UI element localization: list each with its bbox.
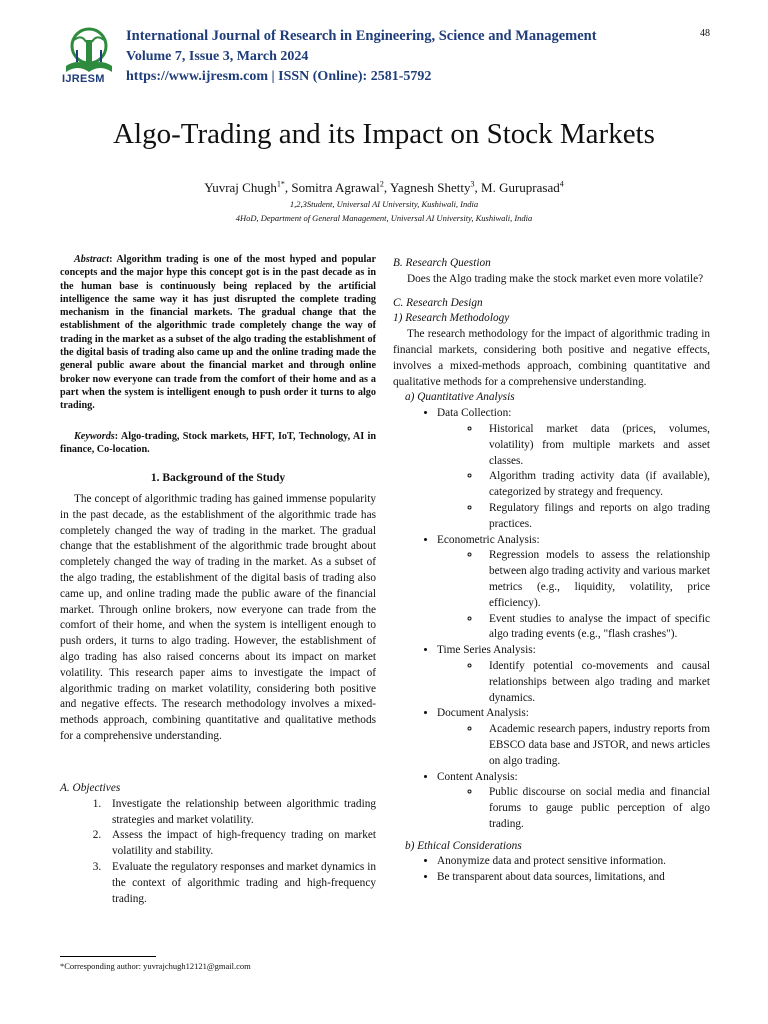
paragraph: Does the Algo trading make the stock market even more volatile? — [407, 272, 704, 285]
abstract-label: Abstract — [74, 254, 110, 265]
author: Somitra Agrawal$^2$, — [291, 180, 390, 196]
list-item: • Be transparent about data sources, limitations, and — [437, 870, 710, 886]
logo-text: IJRESM — [62, 73, 105, 85]
author: M. Guruprasad$^4$ — [481, 180, 564, 196]
list-item: • Document Analysis: ◦ Academic research papers, industry reports from EBSCO data base and JSTOR, and news articles on algo trading. — [437, 706, 710, 769]
author: Yagnesh Shetty$^3$, — [389, 180, 482, 196]
ethics-list — [393, 854, 710, 886]
list-item: • Time Series Analysis: ◦ Identify potential co-movements and causal relationships between algo trading and market dynamics. — [437, 643, 710, 706]
footnote: *Corresponding author: yuvrajchugh12121@gmail.com — [60, 961, 251, 971]
right-column — [393, 256, 710, 886]
subsection-heading: C. Research Design — [393, 296, 483, 309]
volume-line: Volume 7, Issue 3, March 2024 — [126, 49, 309, 64]
affiliation-1: 1,2,3Student, Universal AI University, Kushiwali, India — [289, 199, 479, 209]
list-item: 2. Assess the impact of high-frequency trading on market volatility and stability. — [104, 828, 376, 860]
list-item: ◦ Identify potential co-movements and causal relationships between algo trading and market dynamics. — [481, 659, 710, 706]
abstract — [60, 253, 376, 413]
footnote-divider — [60, 956, 156, 957]
list-item: • Econometric Analysis: ◦ Regression models to assess the relationship between algo trading activity and various market metrics (e.g., liquidity, volatility, price efficiency). ◦ Event studies to analyse the impact of specific algo trading events (e.g., "flash crashes"). — [437, 533, 710, 644]
list-item: ◦ Event studies to analyse the impact of specific algo trading events (e.g., "flash crashes"). — [481, 612, 710, 644]
abstract-text: : Algorithm trading is one of the most hyped and popular concepts and the major hype this concept got is in the past decade as in the human base is continuously being replaced by the artificial intelligence the same way it has just disrupted the complete trading mechanism in the financial markets. The gradual change that the establishment of the algorithmic trade completely change the way of trading in the market as a subset of the algo trading the establishment of the digital basis of trading also came up and the online trading made the general public aware about the financial market and through online broker now everyone can trade from the comfort of their home and as a part when the system is intelligent enough to push order it turns to algo trading. — [60, 254, 376, 412]
subsection-heading: b) Ethical Considerations — [405, 839, 522, 852]
author-list — [0, 180, 768, 196]
objectives-list — [60, 797, 376, 908]
url-line[interactable]: https://www.ijresm.com | ISSN (Online): 2581-5792 — [126, 69, 432, 84]
list-item: • Data Collection: ◦ Historical market data (prices, volumes, volatility) from multiple markets and asset classes. ◦ Algorithm trading activity data (if available), categorized by strategy and frequency. ◦ Regulatory filings and reports on algo trading practices. — [437, 406, 710, 532]
list-item: 1. Investigate the relationship between algorithmic trading strategies and market volatility. — [104, 797, 376, 829]
subsection-heading: a) Quantitative Analysis — [405, 391, 515, 404]
subsection-heading: 1) Research Methodology — [393, 312, 510, 325]
list-item: ◦ Historical market data (prices, volumes, volatility) from multiple markets and asset classes. — [481, 422, 710, 469]
page-number: 48 — [700, 28, 710, 39]
list-item: ◦ Regulatory filings and reports on algo trading practices. — [481, 501, 710, 533]
list-item: ◦ Regression models to assess the relationship between algo trading activity and various market metrics (e.g., liquidity, volatility, price efficiency). — [481, 548, 710, 611]
objectives-heading: A. Objectives — [60, 782, 121, 794]
book-tree-icon — [60, 26, 118, 76]
subsection-heading: B. Research Question — [393, 257, 491, 269]
section-heading: 1. Background of the Study — [150, 472, 286, 484]
list-item: • Content Analysis: ◦ Public discourse on social media and financial forums to gauge public perception of algo trading. — [437, 770, 710, 833]
keywords-text: : Algo-trading, Stock markets, HFT, IoT, Technology, AI in finance, Co-location. — [60, 431, 376, 456]
list-item: ◦ Academic research papers, industry reports from EBSCO data base and JSTOR, and news articles on algo trading. — [481, 722, 710, 769]
keywords — [60, 430, 376, 457]
list-item: ◦ Algorithm trading activity data (if available), categorized by strategy and frequency. — [481, 469, 710, 501]
affiliation-2: 4HoD, Department of General Management, Universal AI University, Kushiwali, India — [235, 213, 533, 223]
section-paragraph: The concept of algorithmic trading has gained immense popularity in the past decade, as the establishment of the algorithmic trade has completely changed the way of trading in the market. The gradual change that the establishment of the algorithmic trade brought about completely changed the way of trading in the market. As a subset of the algo trading, the establishment of the digital basis of trading also came up, and online trading made the public aware of the financial market. Through online brokers, now everyone can trade from the comfort of their home, and when the system is intelligent enough to push orders, it turns to algo trading. However, the establishment of algo trading has also raised concerns about its impact on market volatility. This research paper aims to investigate the impact of algorithmic trading on market volatility, considering both positive and negative effects. The research methodology involves a mixed-methods approach, combining quantitative and qualitative methods for a comprehensive understanding. — [60, 493, 376, 742]
keywords-label: Keywords — [74, 431, 115, 442]
journal-title: International Journal of Research in Engineering, Science and Management — [126, 28, 597, 44]
objectives-block — [60, 781, 376, 907]
analysis-list — [393, 406, 710, 833]
list-item: • Anonymize data and protect sensitive information. — [437, 854, 710, 870]
author: Yuvraj Chugh$^{1*}$, — [204, 180, 292, 196]
list-item: ◦ Public discourse on social media and financial forums to gauge public perception of algo trading. — [481, 785, 710, 832]
paper-title: Algo-Trading and its Impact on Stock Markets — [113, 118, 655, 150]
list-item: 3. Evaluate the regulatory responses and market dynamics in the context of algorithmic trading and high-frequency trading. — [104, 860, 376, 907]
paragraph: The research methodology for the impact of algorithmic trading in financial markets, considering both positive and negative effects, involves a mixed-methods approach, combining quantitative and qualitative methods for a comprehensive understanding. — [393, 328, 710, 388]
